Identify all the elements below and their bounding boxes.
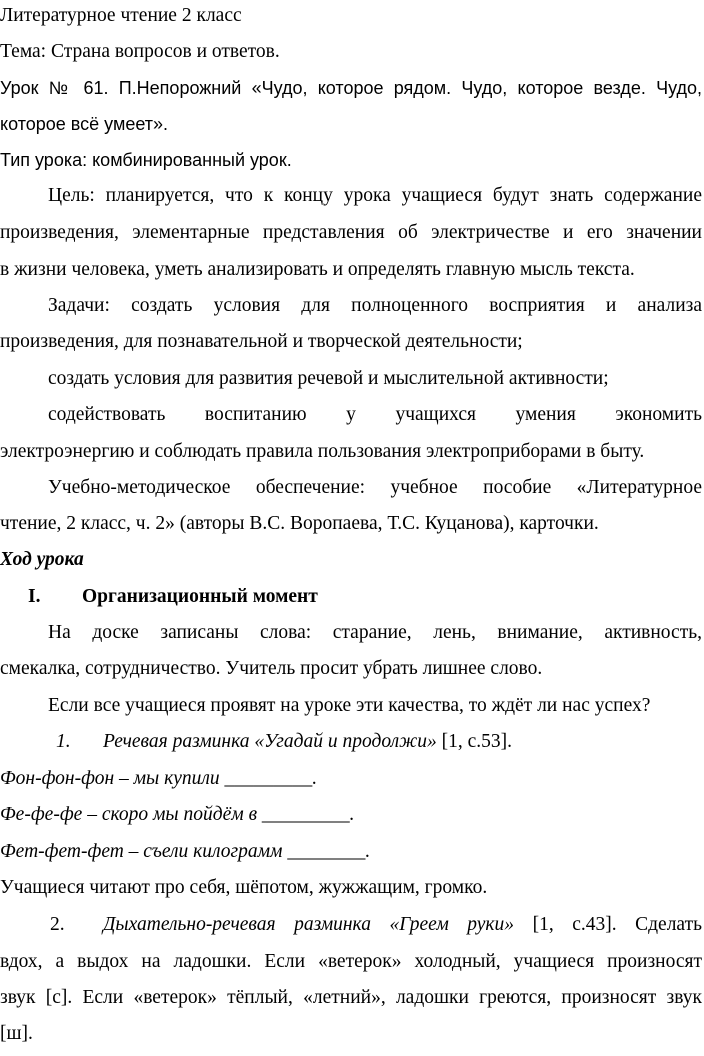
item-2-rest: [1, с.43]. Сделать [514, 914, 702, 935]
item-2-line-4: [ш]. [0, 1023, 33, 1044]
item-1-reference: [1, с.53]. [436, 731, 512, 752]
paragraph-2: Если все учащиеся проявят на уроке эти качества, то ждёт ли нас успех? [48, 695, 651, 716]
topic-line: Тема: Страна вопросов и ответов. [0, 41, 280, 62]
section-number: I. [28, 586, 41, 607]
reading-instruction: Учащиеся читают про себя, шёпотом, жужжащим, громко. [0, 877, 488, 898]
goal-line-2: произведения, элементарные представления об электричестве и его значении [0, 222, 702, 243]
section-title: Организационный момент [82, 586, 318, 607]
paragraph-1-line-2: смекалка, сотрудничество. Учитель просит убрать лишнее слово. [0, 658, 543, 679]
course-heading: Ход урока [0, 549, 84, 570]
subject-line: Литературное чтение 2 класс [0, 5, 242, 26]
lesson-type-line: Тип урока: комбинированный урок. [0, 150, 292, 170]
item-2-line-1 [103, 913, 702, 937]
tasks-line-5: электроэнергию и соблюдать правила пользования электроприборами в быту. [0, 441, 645, 462]
item-1-title: Речевая разминка «Угадай и продолжи» [103, 731, 437, 752]
materials-line-1: Учебно-методическое обеспечение: учебное пособие «Литературное [48, 477, 702, 498]
tasks-line-1: Задачи: создать условия для полноценного восприятия и анализа [48, 295, 702, 316]
rhyme-line-2: Фе-фе-фе – скоро мы пойдём в _________. [0, 804, 355, 825]
goal-line-1: Цель: планируется, что к концу урока учащиеся будут знать содержание [48, 185, 702, 206]
lesson-title-line-1: Урок № 61. П.Непорожний «Чудо, которое рядом. Чудо, которое везде. Чудо, [0, 78, 702, 98]
tasks-line-2: произведения, для познавательной и творческой деятельности; [0, 331, 523, 352]
tasks-line-4: содействовать воспитанию у учащихся умения экономить [48, 404, 702, 425]
item-2-number: 2. [50, 914, 65, 935]
paragraph-1-line-1: На доске записаны слова: старание, лень, внимание, активность, [48, 622, 702, 643]
goal-line-3: в жизни человека, уметь анализировать и определять главную мысль текста. [0, 259, 635, 280]
item-2-line-3: звук [с]. Если «ветерок» тёплый, «летний», ладошки греются, произносят звук [0, 987, 702, 1008]
rhyme-line-3: Фет-фет-фет – съели килограмм ________. [0, 841, 371, 862]
item-1-line [103, 730, 512, 754]
item-2-line-2: вдох, а выдох на ладошки. Если «ветерок» холодный, учащиеся произносят [0, 951, 702, 972]
item-2-title: Дыхательно-речевая разминка «Греем руки» [103, 914, 515, 935]
item-1-number: 1. [56, 731, 71, 752]
lesson-title-line-2: которое всё умеет». [0, 114, 169, 134]
rhyme-line-1: Фон-фон-фон – мы купили _________. [0, 768, 318, 789]
tasks-line-3: создать условия для развития речевой и мыслительной активности; [48, 368, 609, 389]
materials-line-2: чтение, 2 класс, ч. 2» (авторы В.С. Воропаева, Т.С. Куцанова), карточки. [0, 513, 599, 534]
